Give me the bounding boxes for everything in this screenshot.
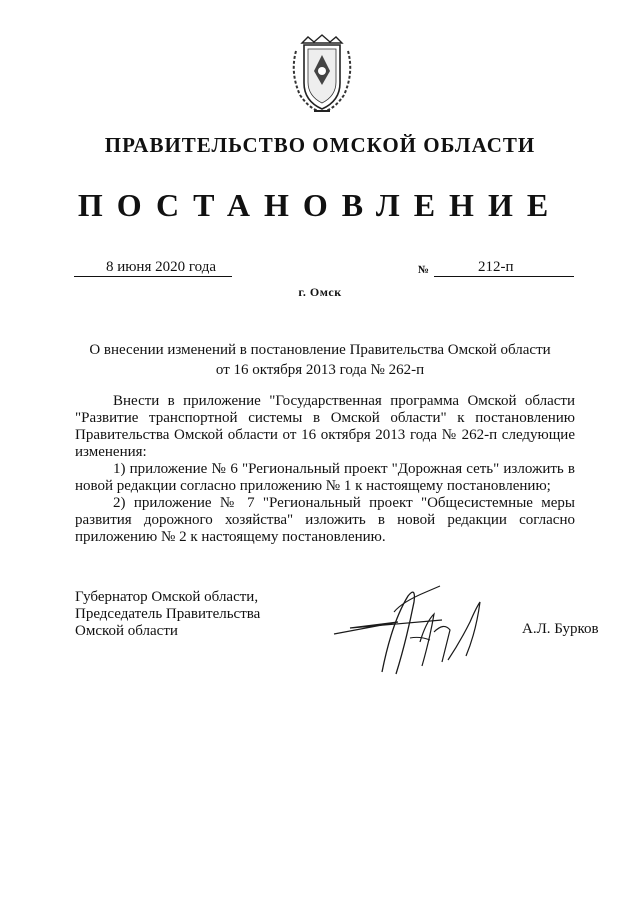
subject-line-2: от 16 октября 2013 года № 262-п xyxy=(215,362,425,378)
signer-name: А.Л. Бурков xyxy=(522,621,599,637)
signatory-title xyxy=(75,589,260,640)
handwritten-signature xyxy=(330,582,500,677)
coat-of-arms-emblem-icon xyxy=(288,33,356,115)
government-title: ПРАВИТЕЛЬСТВО ОМСКОЙ ОБЛАСТИ xyxy=(104,133,536,157)
signatory-title-line-1: Губернатор Омской области, xyxy=(75,589,259,605)
number-sign: № xyxy=(418,264,430,276)
body-paragraph-3: 2) приложение № 7 "Региональный проект "Общесистемные меры развития дорожного хозяйства" изложить в новой редакции согласно приложению № 2 к настоящему постановлению. xyxy=(75,495,575,545)
body-paragraph-1: Внести в приложение "Государственная программа Омской области "Развитие транспортной системы в Омской области" к постановлению Правительства Омской области от 16 октября 2013 года № 262-п следующие изменения: xyxy=(75,393,575,460)
signatory-title-line-3: Омской области xyxy=(75,623,178,639)
body-paragraph-2: 1) приложение № 6 "Региональный проект "Дорожная сеть" изложить в новой редакции согласно приложению № 1 к настоящему постановлению; xyxy=(75,461,575,494)
signatory-title-line-2: Председатель Правительства xyxy=(75,606,261,622)
document-date: 8 июня 2020 года xyxy=(74,259,232,277)
document-body xyxy=(75,393,575,546)
document-subject xyxy=(70,340,570,380)
document-type-title: ПОСТАНОВЛЕНИЕ xyxy=(77,187,563,223)
subject-line-1: О внесении изменений в постановление Правительства Омской области xyxy=(89,342,551,358)
document-number: 212-п xyxy=(434,259,574,277)
city-label: г. Омск xyxy=(298,285,342,299)
